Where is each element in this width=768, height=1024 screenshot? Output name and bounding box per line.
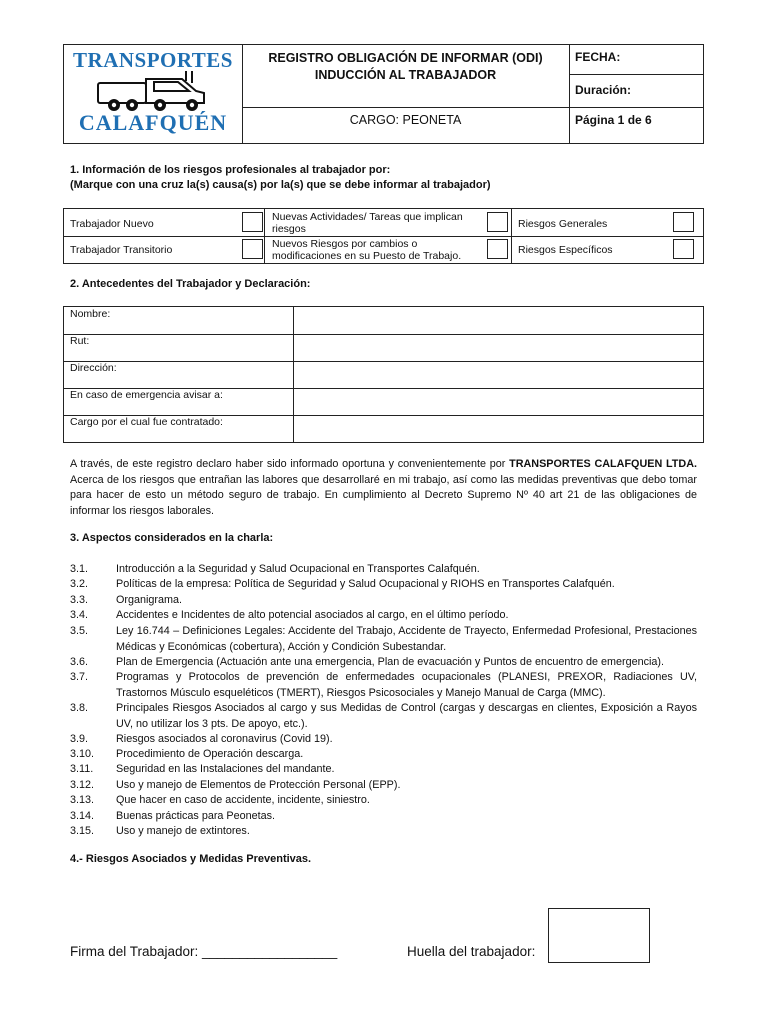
field-rut-input[interactable] (295, 335, 701, 360)
charla-item-number: 3.6. (70, 656, 89, 668)
checkbox-nuevos-riesgos[interactable] (487, 239, 508, 259)
charla-item-text: Plan de Emergencia (Actuación ante una emergencia, Plan de evacuación y Puntos de encuentro de emergencia). (116, 656, 664, 668)
huella-box[interactable] (548, 908, 650, 963)
charla-item-text: Riesgos asociados al coronavirus (Covid 19). (116, 733, 333, 745)
option-nuevas-actividades: Nuevas Actividades/ Tareas que implican riesgos (272, 211, 463, 235)
checkbox-trabajador-transitorio[interactable] (242, 239, 263, 259)
firma-trabajador-line[interactable]: Firma del Trabajador: __________________ (70, 944, 338, 959)
charla-item (70, 809, 697, 825)
charla-item-number: 3.1. (70, 563, 89, 575)
option-riesgos-generales: Riesgos Generales (518, 218, 608, 230)
charla-item (70, 593, 697, 609)
charla-item (70, 577, 697, 593)
option-nuevos-riesgos: Nuevos Riesgos por cambios o modificaciones en su Puesto de Trabajo. (272, 238, 462, 262)
charla-item-number: 3.15. (70, 825, 95, 837)
charla-item-text: Introducción a la Seguridad y Salud Ocupacional en Transportes Calafquén. (116, 563, 480, 575)
checkbox-trabajador-nuevo[interactable] (242, 212, 263, 232)
page-number: Página 1 de 6 (575, 113, 652, 127)
section-3-title: 3. Aspectos considerados en la charla: (70, 532, 274, 544)
charla-item-number: 3.10. (70, 748, 95, 760)
charla-item (70, 655, 697, 671)
field-label-direccion: Dirección: (70, 362, 117, 374)
charla-item-text: Seguridad en las Instalaciones del mandante. (116, 763, 335, 775)
declaration-text: A través, de este registro declaro haber sido informado oportuna y convenientemente por (70, 458, 510, 470)
charla-item (70, 762, 697, 778)
charla-item-text: Procedimiento de Operación descarga. (116, 748, 304, 760)
cargo-label: CARGO: PEONETA (349, 113, 462, 127)
charla-item-number: 3.8. (70, 702, 89, 714)
form-title: REGISTRO OBLIGACIÓN DE INFORMAR (ODI) (268, 51, 543, 65)
charla-item-text: Que hacer en caso de accidente, incidente, siniestro. (116, 794, 370, 806)
form-subtitle: INDUCCIÓN AL TRABAJADOR (314, 68, 497, 82)
charla-item-text: Uso y manejo de extintores. (116, 825, 250, 837)
field-cargo-input[interactable] (295, 416, 701, 441)
charla-item (70, 608, 697, 624)
field-nombre-input[interactable] (295, 308, 701, 333)
charla-item (70, 793, 697, 809)
charla-item-text: Buenas prácticas para Peonetas. (116, 810, 276, 822)
option-trabajador-transitorio: Trabajador Transitorio (70, 244, 173, 256)
charla-item-number: 3.2. (70, 578, 89, 590)
huella-label: Huella del trabajador: (407, 944, 536, 959)
section-2-title: 2. Antecedentes del Trabajador y Declaración: (70, 278, 311, 290)
charla-item-text: Ley 16.744 – Definiciones Legales: Accidente del Trabajo, Accidente de Trayecto, Enfermedad Profesional, Prestaciones Médicas y Económicas (cobertura), Acción y Condición Subestandar. (116, 625, 697, 653)
charla-item-text: Uso y manejo de Elementos de Protección Personal (EPP). (116, 779, 401, 791)
logo-text-top: TRANSPORTES (73, 48, 233, 72)
charla-item-text: Principales Riesgos Asociados al cargo y sus Medidas de Control (cargas y descargas en clientes, Exposición a Rayos UV, no utilizar los 3 pts. De apoyo, etc.). (116, 702, 697, 730)
charla-item-number: 3.12. (70, 779, 95, 791)
section-1-subtitle: (Marque con una cruz la(s) causa(s) por la(s) que se debe informar al trabajador) (70, 179, 491, 191)
declaration-text-continued: Acerca de los riesgos que entrañan las labores que desarrollaré en mi trabajo, así como las medidas preventivas que debo tomar para hacer de esto un método seguro de trabajo. En cumplimiento al Decreto Supremo Nº 40 art 21 de las obligaciones de informar los riesgos laborales. (70, 473, 697, 517)
field-label-emergencia: En caso de emergencia avisar a: (70, 389, 223, 401)
field-emergencia-input[interactable] (295, 389, 701, 414)
charla-item-number: 3.11. (70, 763, 94, 775)
charla-item-number: 3.14. (70, 810, 95, 822)
charla-item-number: 3.13. (70, 794, 95, 806)
charla-item-text: Políticas de la empresa: Política de Seguridad y Salud Ocupacional y RIOHS en Transportes Calafquén. (116, 578, 615, 590)
charla-item (70, 747, 697, 763)
charla-item (70, 670, 697, 701)
charla-item-text: Organigrama. (116, 594, 183, 606)
document-header (63, 44, 704, 144)
charla-item-number: 3.7. (70, 671, 89, 683)
worker-info-table (63, 306, 704, 443)
fecha-label: FECHA: (575, 50, 621, 64)
charla-item (70, 778, 697, 794)
checkbox-riesgos-especificos[interactable] (673, 239, 694, 259)
charla-item-number: 3.3. (70, 594, 89, 606)
charla-item (70, 562, 697, 578)
charla-item-number: 3.9. (70, 733, 89, 745)
company-name: TRANSPORTES CALAFQUEN LTDA. (509, 458, 697, 470)
option-riesgos-especificos: Riesgos Específicos (518, 244, 613, 256)
field-direccion-input[interactable] (295, 362, 701, 387)
section-4-title: 4.- Riesgos Asociados y Medidas Preventivas. (70, 853, 312, 865)
field-label-nombre: Nombre: (70, 308, 111, 320)
charla-item (70, 732, 697, 748)
duracion-label: Duración: (575, 83, 632, 97)
checkbox-riesgos-generales[interactable] (673, 212, 694, 232)
checkbox-nuevas-actividades[interactable] (487, 212, 508, 232)
charla-item-number: 3.4. (70, 609, 89, 621)
charla-item-text: Accidentes e Incidentes de alto potencial asociados al cargo, en el último período. (116, 609, 509, 621)
charla-item (70, 624, 697, 655)
charla-item (70, 701, 697, 732)
declaration-paragraph (70, 457, 697, 519)
charla-item (70, 824, 697, 840)
charla-item-number: 3.5. (70, 625, 89, 637)
logo-text-bottom: CALAFQUÉN (78, 110, 228, 135)
truck-icon (92, 69, 216, 113)
field-label-rut: Rut: (70, 335, 90, 347)
risk-cause-table (63, 208, 704, 264)
charla-item-text: Programas y Protocolos de prevención de enfermedades ocupacionales (PLANESI, PREXOR, Radiaciones UV, Trastornos Músculo esqueléticos (TMERT), Riesgos Psicosociales y Manejo Manual de Carga (MMC). (116, 671, 697, 699)
field-label-cargo: Cargo por el cual fue contratado: (70, 416, 223, 428)
option-trabajador-nuevo: Trabajador Nuevo (70, 218, 154, 230)
section-1-title: 1. Información de los riesgos profesionales al trabajador por: (70, 164, 391, 176)
